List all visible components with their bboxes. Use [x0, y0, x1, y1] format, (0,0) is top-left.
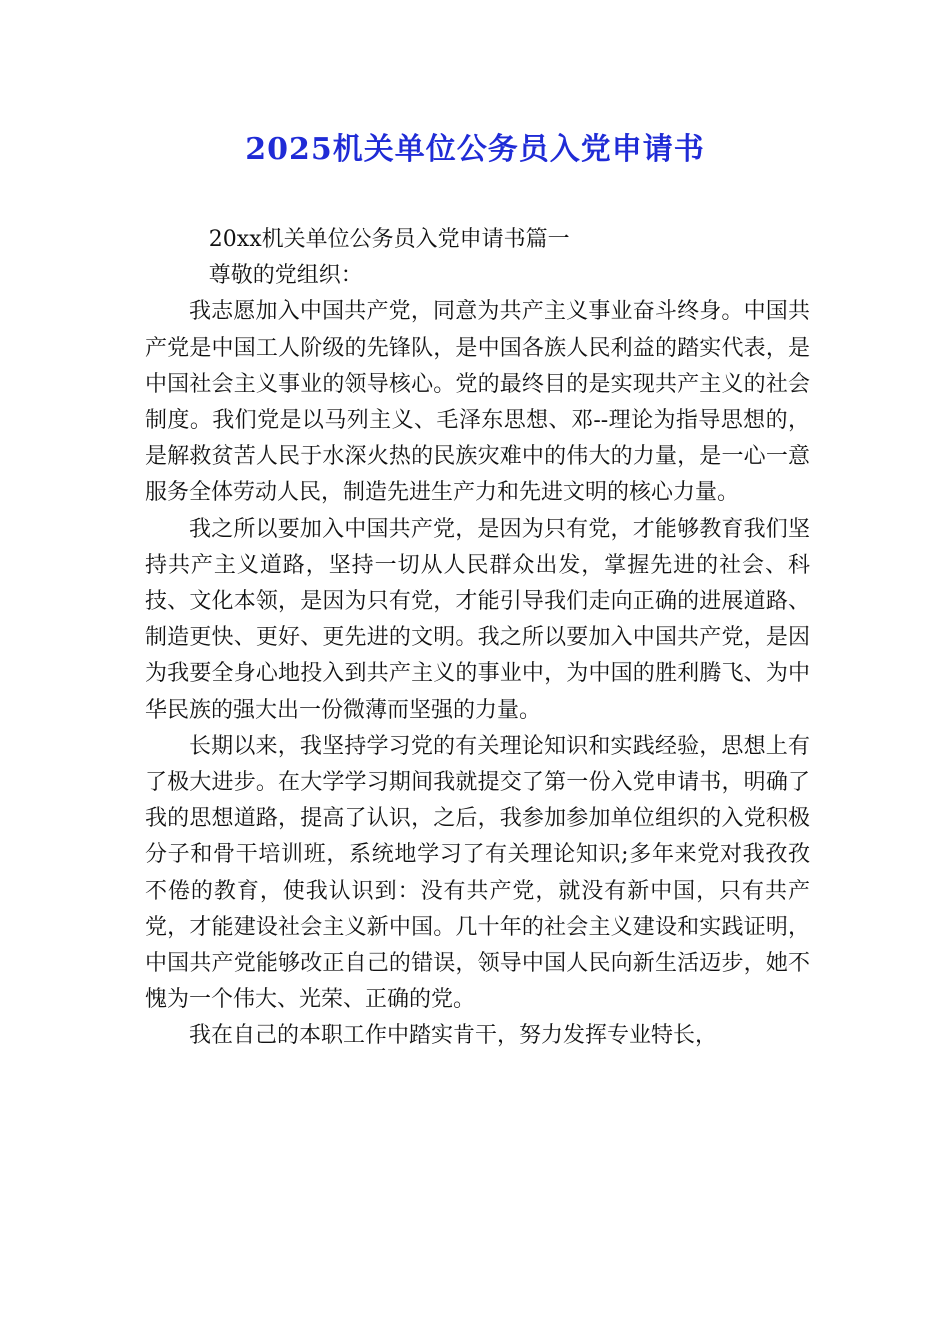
body-paragraph-4: 我在自己的本职工作中踏实肯干，努力发挥专业特长，	[189, 1023, 718, 1049]
salutation: 尊敬的党组织：	[208, 263, 363, 289]
section-heading: 20xx机关单位公务员入党申请书篇一	[208, 227, 570, 252]
body-paragraph-3: 长期以来，我坚持学习党的有关理论知识和实践经验，思想上有了极大进步。在大学学习期间我就提交了第一份入党申请书，明确了我的思想道路，提高了认识，之后，我参加参加单位组织的入党积极分子和骨干培训班，系统地学习了有关理论知识;多年来党对我孜孜不倦的教育，使我认识到：没有共产党，就没有新中国，只有共产党，才能建设社会主义新中国。几十年的社会主义建设和实践证明，中国共产党能够改正自己的错误，领导中国人民向新生活迈步，她不愧为一个伟大、光荣、正确的党。	[145, 733, 810, 1013]
body-paragraph-1: 我志愿加入中国共产党，同意为共产主义事业奋斗终身。中国共产党是中国工人阶级的先锋队，是中国各族人民利益的踏实代表，是中国社会主义事业的领导核心。党的最终目的是实现共产主义的社会制度。我们党是以马列主义、毛泽东思想、邓--理论为指导思想的，是解救贫苦人民于水深火热的民族灾难中的伟大的力量，是一心一意服务全体劳动人民，制造先进生产力和先进文明的核心力量。	[145, 299, 810, 506]
document-body	[145, 222, 810, 1055]
body-paragraph-2: 我之所以要加入中国共产党，是因为只有党，才能够教育我们坚持共产主义道路，坚持一切从人民群众出发，掌握先进的社会、科技、文化本领，是因为只有党，才能引导我们走向正确的进展道路、制造更快、更好、更先进的文明。我之所以要加入中国共产党，是因为我要全身心地投入到共产主义的事业中，为中国的胜利腾飞、为中华民族的强大出一份微薄而坚强的力量。	[145, 516, 810, 723]
document-title: 2025机关单位公务员入党申请书	[245, 132, 705, 167]
